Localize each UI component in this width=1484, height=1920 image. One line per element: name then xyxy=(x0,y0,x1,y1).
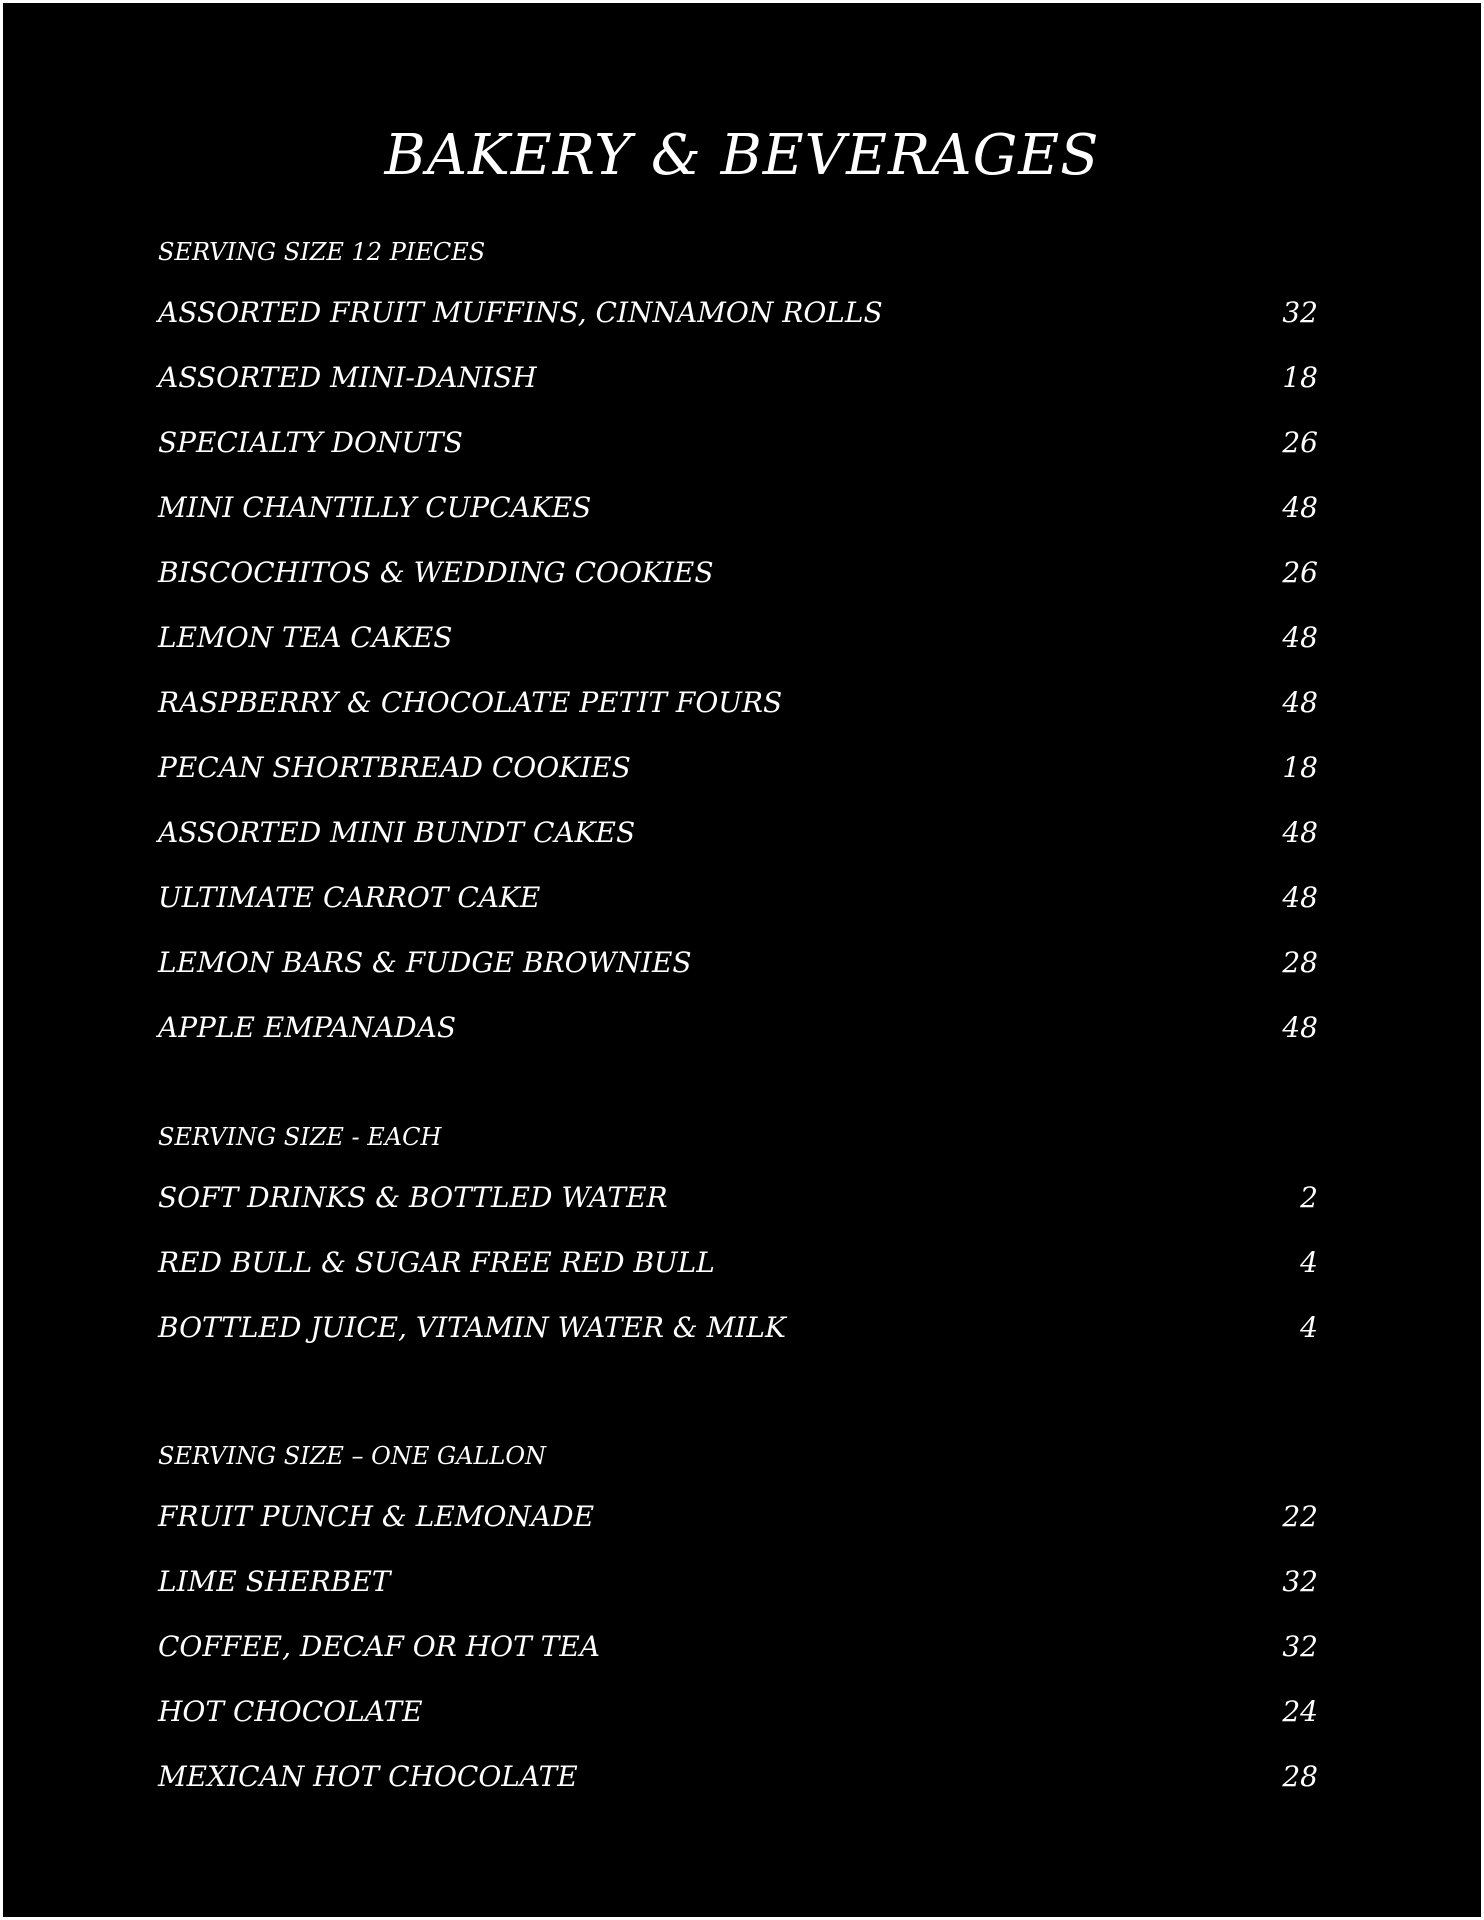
menu-item-name: ASSORTED FRUIT MUFFINS, CINNAMON ROLLS xyxy=(158,296,883,329)
menu-item-name: ULTIMATE CARROT CAKE xyxy=(158,881,541,914)
menu-item-name: MINI CHANTILLY CUPCAKES xyxy=(158,491,592,524)
menu-board xyxy=(3,3,1481,1917)
menu-item-name: HOT CHOCOLATE xyxy=(158,1695,423,1728)
menu-item-row xyxy=(158,748,1318,788)
section-label-one-gallon: SERVING SIZE – ONE GALLON xyxy=(158,1442,547,1470)
menu-item-name: LIME SHERBET xyxy=(158,1565,391,1598)
menu-item-row xyxy=(158,943,1318,983)
menu-item-price: 2 xyxy=(1300,1181,1318,1214)
menu-item-price: 18 xyxy=(1282,751,1318,784)
menu-item-row xyxy=(158,1243,1318,1283)
menu-item-name: MEXICAN HOT CHOCOLATE xyxy=(158,1760,578,1793)
menu-item-price: 32 xyxy=(1282,1630,1318,1663)
section-label-twelve-pieces: SERVING SIZE 12 PIECES xyxy=(158,238,486,266)
menu-item-price: 48 xyxy=(1282,491,1318,524)
menu-item-price: 32 xyxy=(1282,296,1318,329)
menu-item-price: 24 xyxy=(1282,1695,1318,1728)
menu-item-name: ASSORTED MINI BUNDT CAKES xyxy=(158,816,636,849)
menu-item-name: RASPBERRY & CHOCOLATE PETIT FOURS xyxy=(158,686,783,719)
menu-item-name: APPLE EMPANADAS xyxy=(158,1011,457,1044)
menu-item-price: 28 xyxy=(1282,1760,1318,1793)
menu-item-row xyxy=(158,1308,1318,1348)
menu-item-price: 26 xyxy=(1282,556,1318,589)
menu-item-name: BOTTLED JUICE, VITAMIN WATER & MILK xyxy=(158,1311,786,1344)
menu-item-row xyxy=(158,488,1318,528)
menu-item-row xyxy=(158,1562,1318,1602)
menu-item-row xyxy=(158,553,1318,593)
menu-title: BAKERY & BEVERAGES xyxy=(384,123,1100,188)
menu-item-price: 48 xyxy=(1282,686,1318,719)
menu-item-name: RED BULL & SUGAR FREE RED BULL xyxy=(158,1246,715,1279)
menu-item-price: 22 xyxy=(1282,1500,1318,1533)
menu-item-row xyxy=(158,1497,1318,1537)
menu-item-name: SOFT DRINKS & BOTTLED WATER xyxy=(158,1181,668,1214)
menu-item-row xyxy=(158,423,1318,463)
menu-item-price: 26 xyxy=(1282,426,1318,459)
menu-item-row xyxy=(158,293,1318,333)
menu-item-price: 48 xyxy=(1282,621,1318,654)
menu-item-price: 4 xyxy=(1300,1246,1318,1279)
menu-item-name: BISCOCHITOS & WEDDING COOKIES xyxy=(158,556,714,589)
menu-item-price: 48 xyxy=(1282,1011,1318,1044)
menu-item-price: 48 xyxy=(1282,881,1318,914)
menu-item-row xyxy=(158,358,1318,398)
menu-item-name: ASSORTED MINI-DANISH xyxy=(158,361,537,394)
menu-item-row xyxy=(158,1757,1318,1797)
menu-item-row xyxy=(158,1627,1318,1667)
menu-item-row xyxy=(158,618,1318,658)
menu-item-name: SPECIALTY DONUTS xyxy=(158,426,463,459)
menu-item-row xyxy=(158,813,1318,853)
menu-item-name: LEMON BARS & FUDGE BROWNIES xyxy=(158,946,692,979)
menu-item-name: PECAN SHORTBREAD COOKIES xyxy=(158,751,631,784)
menu-item-row xyxy=(158,878,1318,918)
menu-item-row xyxy=(158,1692,1318,1732)
menu-item-price: 32 xyxy=(1282,1565,1318,1598)
menu-item-name: FRUIT PUNCH & LEMONADE xyxy=(158,1500,595,1533)
menu-item-price: 28 xyxy=(1282,946,1318,979)
menu-item-price: 48 xyxy=(1282,816,1318,849)
menu-item-row xyxy=(158,1178,1318,1218)
menu-item-row xyxy=(158,1008,1318,1048)
menu-item-name: COFFEE, DECAF OR HOT TEA xyxy=(158,1630,600,1663)
menu-item-name: LEMON TEA CAKES xyxy=(158,621,453,654)
menu-item-price: 4 xyxy=(1300,1311,1318,1344)
section-label-each: SERVING SIZE - EACH xyxy=(158,1123,442,1151)
menu-item-price: 18 xyxy=(1282,361,1318,394)
menu-item-row xyxy=(158,683,1318,723)
